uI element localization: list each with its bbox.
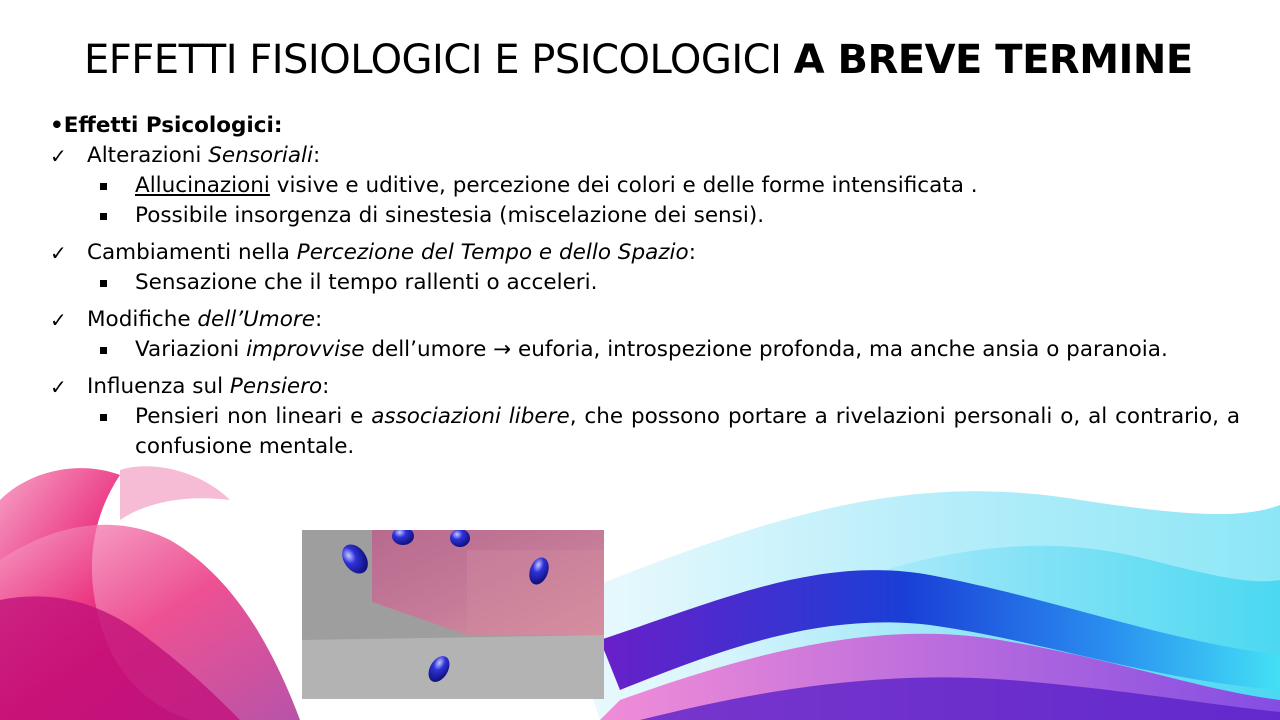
title-bold-part: A BREVE TERMINE [793,37,1193,83]
bullet-item [50,335,1240,365]
checklist-label: Modifiche dell’Umore: [87,307,323,332]
illustration-image [302,530,604,699]
bullet-item [50,268,1240,298]
checklist-label: Alterazioni Sensoriali: [87,143,321,168]
bullet-item [50,171,1240,201]
checklist-label: Influenza sul Pensiero: [87,374,330,399]
bullet-text: Allucinazioni visive e uditive, percezione dei colori e delle forme intensificata . [135,173,978,198]
checklist-item-umore [50,305,1240,335]
title-light-part: EFFETTI FISIOLOGICI E PSICOLOGICI [84,37,782,83]
section-heading: •Effetti Psicologici: [50,113,283,138]
checklist-item-sensoriali [50,141,1240,171]
bullet-text: Variazioni improvvise dell’umore → euforia, introspezione profonda, ma anche ansia o paranoia. [135,337,1168,362]
bullet-text: Possibile insorgenza di sinestesia (miscelazione dei sensi). [135,203,765,228]
square-bullet-icon [100,171,135,201]
checkmark-icon: ✓ [50,144,67,168]
checkmark-icon: ✓ [50,375,67,399]
checklist-item-tempo-spazio [50,238,1240,268]
bullet-text: Pensieri non lineari e associazioni libere, che possono portare a rivelazioni personali o, al contrario, a confusione mentale. [135,404,1241,459]
slide-body [50,111,1240,462]
checkmark-icon: ✓ [50,241,67,265]
bullet-item [50,201,1240,231]
square-bullet-icon [100,268,135,298]
square-bullet-icon [100,402,135,432]
checklist-item-pensiero [50,372,1240,402]
checklist-label: Cambiamenti nella Percezione del Tempo e dello Spazio: [87,240,696,265]
square-bullet-icon [100,201,135,231]
square-bullet-icon [100,335,135,365]
bullet-item [50,402,1240,462]
checkmark-icon: ✓ [50,308,67,332]
bullet-text: Sensazione che il tempo rallenti o acceleri. [135,270,598,295]
slide-title [84,36,1264,84]
